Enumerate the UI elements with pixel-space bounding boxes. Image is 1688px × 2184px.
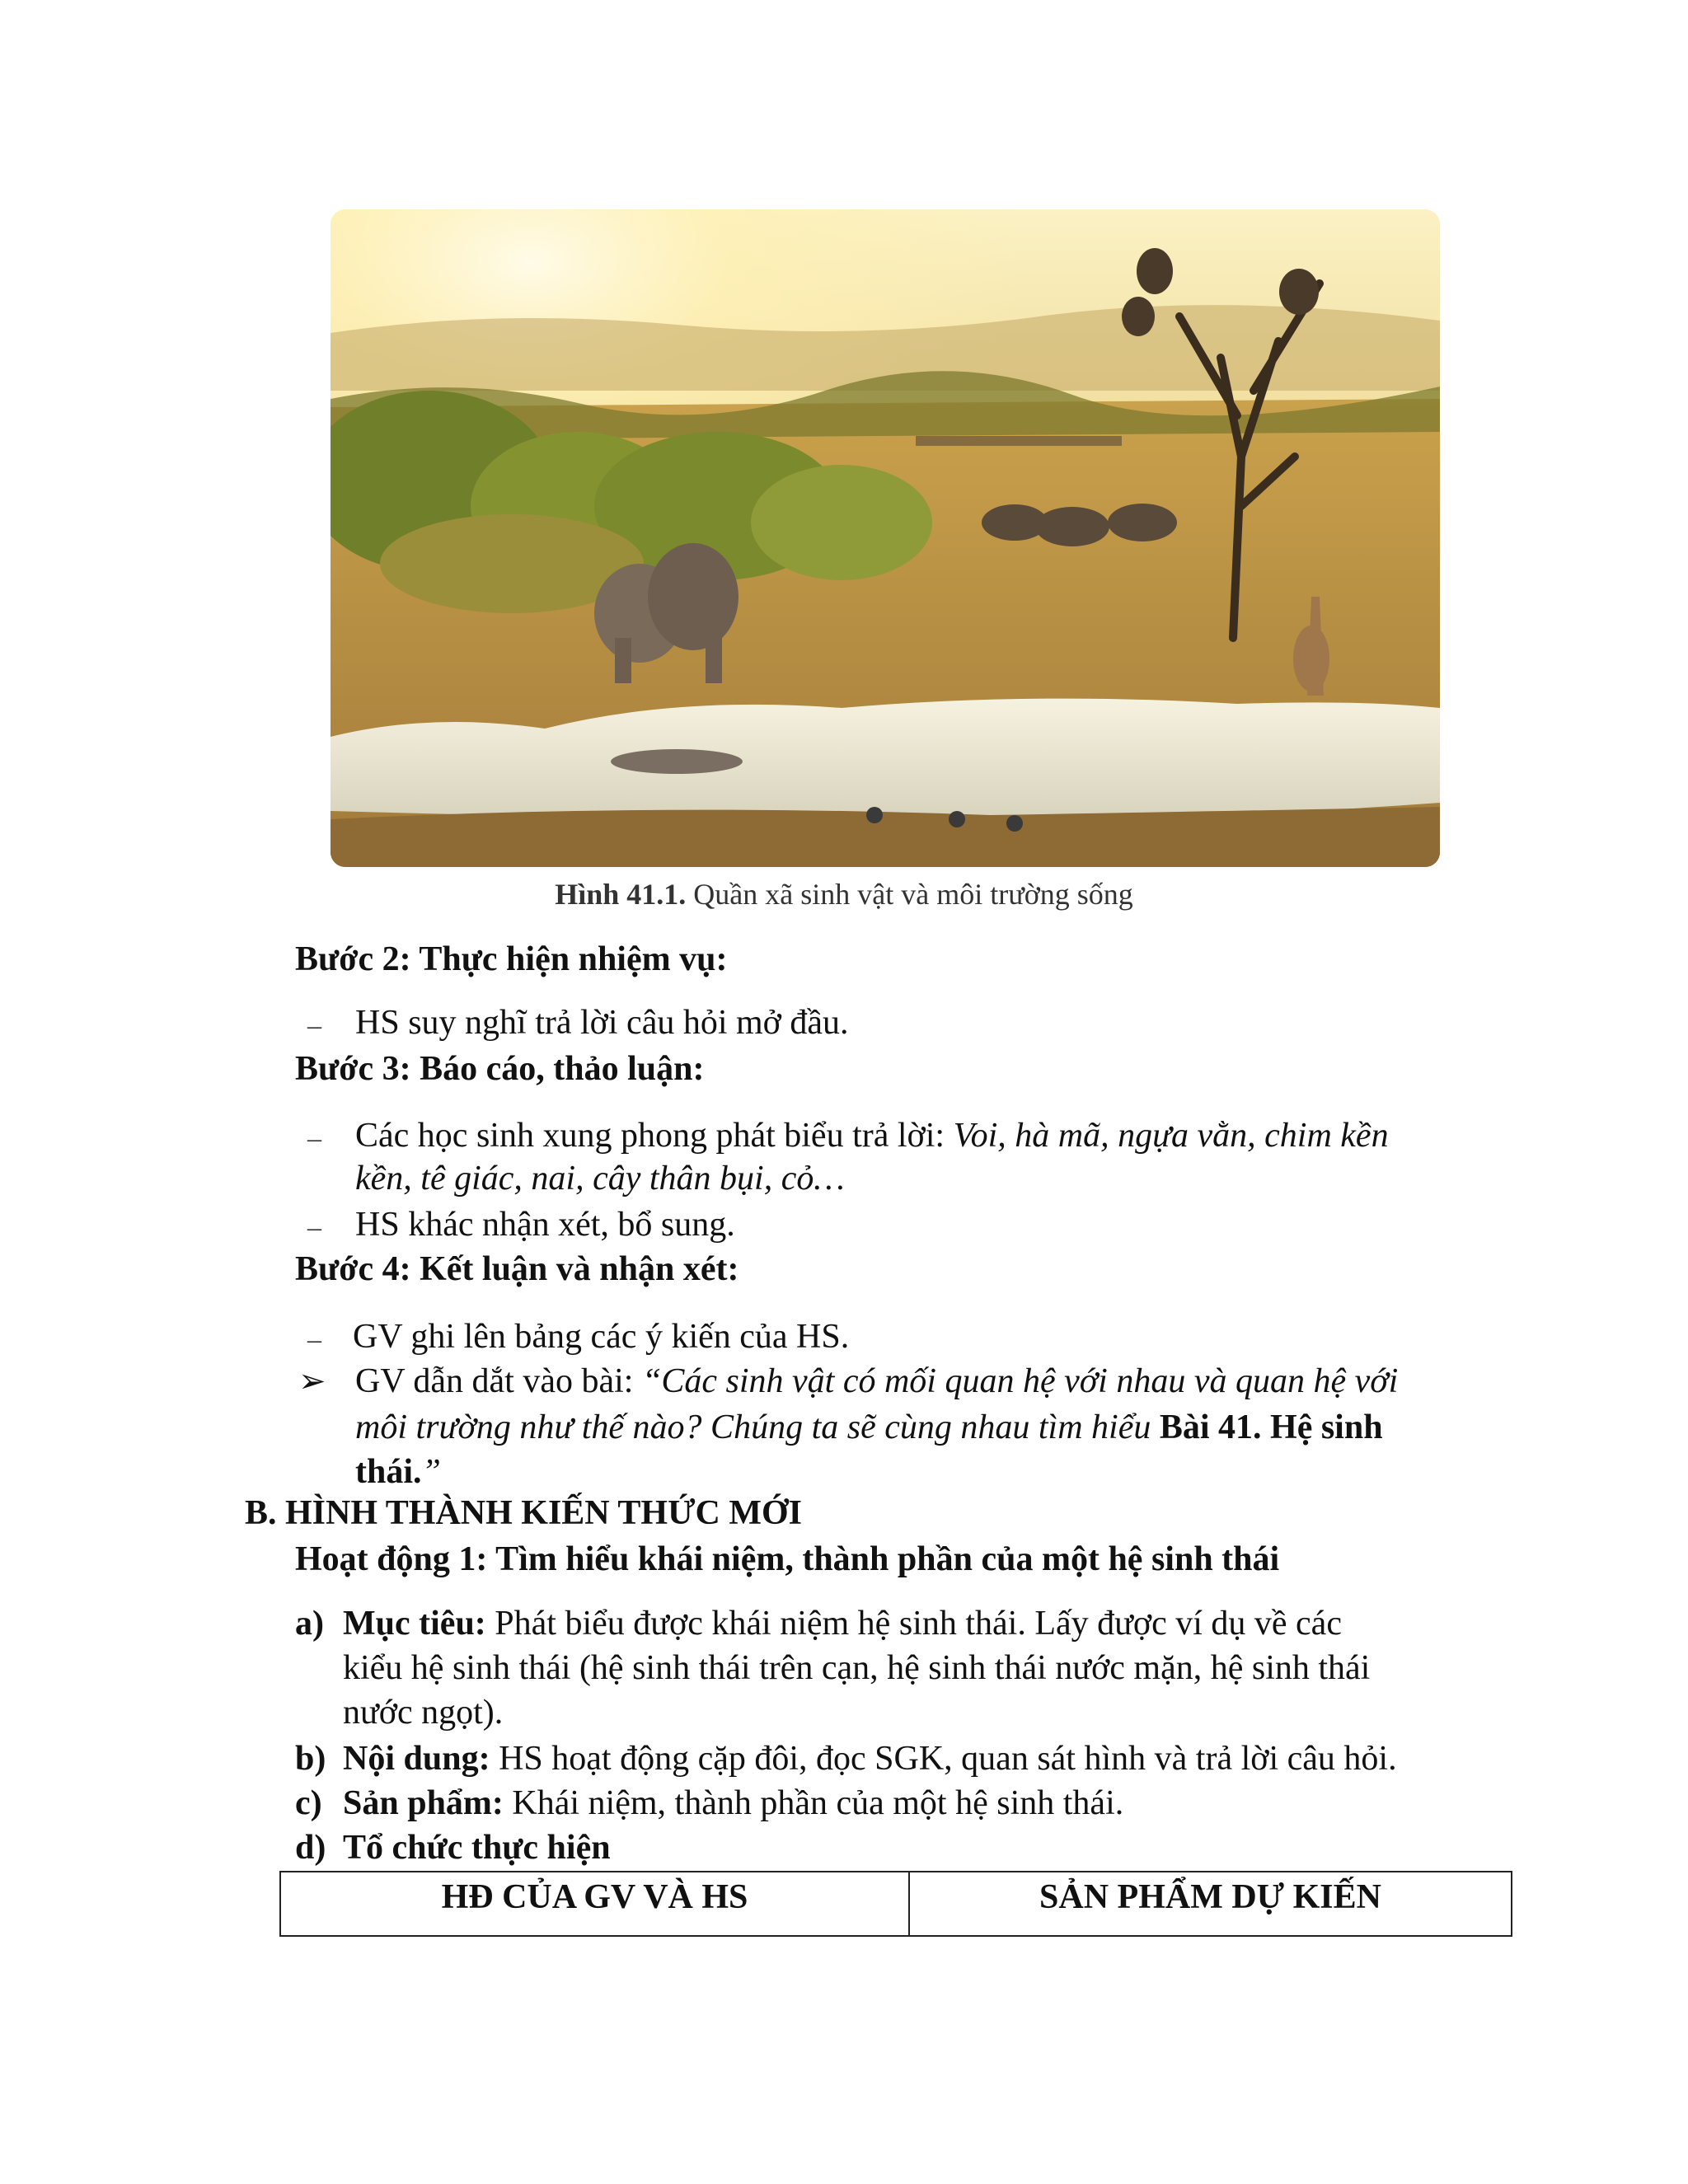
item-c-label: Sản phẩm: [343, 1784, 504, 1822]
arrow-bullet-icon: ➢ [298, 1362, 326, 1399]
step4-item-2-closing-quote: ” [421, 1453, 441, 1491]
item-a [343, 1602, 1342, 1645]
item-a-marker: a) [295, 1605, 324, 1643]
activity-table [279, 1871, 1512, 1937]
step4-item-2 [355, 1360, 1398, 1403]
step4-item-2-end [355, 1451, 441, 1493]
item-d-marker: d) [295, 1829, 326, 1867]
figure-caption [0, 877, 1688, 912]
item-b-label: Nội dung: [343, 1740, 490, 1778]
item-d-label: Tổ chức thực hiện [343, 1829, 611, 1867]
step4-item-2-lesson: Bài 41. Hệ sinh [1159, 1408, 1383, 1446]
step2-item-1: HS suy nghĩ trả lời câu hỏi mở đầu. [355, 1004, 849, 1042]
item-b-text: HS hoạt động cặp đôi, đọc SGK, quan sát hình và trả lời câu hỏi. [490, 1740, 1397, 1778]
dash-bullet: – [307, 1123, 321, 1154]
item-a-text: Phát biểu được khái niệm hệ sinh thái. Lấy được ví dụ về các [485, 1605, 1342, 1643]
section-b-heading: B. HÌNH THÀNH KIẾN THỨC MỚI [245, 1494, 802, 1532]
step3-heading: Bước 3: Báo cáo, thảo luận: [295, 1050, 705, 1088]
item-c-text: Khái niệm, thành phần của một hệ sinh thái. [503, 1784, 1124, 1822]
table-header-expected-product: SẢN PHẨM DỰ KIẾN [1039, 1878, 1381, 1916]
item-b [343, 1737, 1397, 1780]
savanna-illustration [331, 209, 1440, 867]
item-c-marker: c) [295, 1784, 322, 1822]
step3-item-1 [355, 1114, 1389, 1157]
step3-item-1-text: Các học sinh xung phong phát biểu trả lời: [355, 1117, 954, 1155]
step4-item-2-cont [355, 1406, 1383, 1449]
table-header-teacher-student: HĐ CỦA GV VÀ HS [281, 1872, 910, 1935]
item-a-label: Mục tiêu: [343, 1605, 486, 1643]
step3-item-1-answer: Voi, hà mã, ngựa vằn, chim kền [953, 1117, 1389, 1155]
step4-item-2-lesson-end: thái. [355, 1453, 422, 1491]
caption-label: Hình 41.1. [555, 878, 687, 911]
dash-bullet: – [307, 1324, 321, 1355]
step4-item-2-text: GV dẫn dắt vào bài: [355, 1362, 642, 1400]
dash-bullet: – [307, 1212, 321, 1243]
dash-bullet: – [307, 1010, 321, 1041]
step4-item-2-quote: “Các sinh vật có mối quan hệ với nhau và quan hệ với [641, 1362, 1399, 1400]
activity-1-heading: Hoạt động 1: Tìm hiểu khái niệm, thành phần của một hệ sinh thái [295, 1540, 1280, 1578]
step4-heading: Bước 4: Kết luận và nhận xét: [295, 1250, 739, 1288]
step4-item-2-quote-cont: môi trường như thế nào? Chúng ta sẽ cùng nhau tìm hiểu [355, 1408, 1160, 1446]
step4-item-1: GV ghi lên bảng các ý kiến của HS. [353, 1318, 850, 1356]
item-a-text-2: kiểu hệ sinh thái (hệ sinh thái trên cạn, hệ sinh thái nước mặn, hệ sinh thái [343, 1649, 1371, 1687]
item-b-marker: b) [295, 1740, 326, 1778]
step2-heading: Bước 2: Thực hiện nhiệm vụ: [295, 940, 728, 978]
figure-savanna-image [331, 209, 1440, 867]
caption-text: Quần xã sinh vật và môi trường sống [686, 878, 1133, 911]
step3-item-1-answer-cont: kền, tê giác, nai, cây thân bụi, cỏ… [355, 1160, 845, 1197]
item-c [343, 1782, 1123, 1825]
step3-item-2: HS khác nhận xét, bổ sung. [355, 1206, 735, 1244]
item-a-text-3: nước ngọt). [343, 1694, 504, 1732]
